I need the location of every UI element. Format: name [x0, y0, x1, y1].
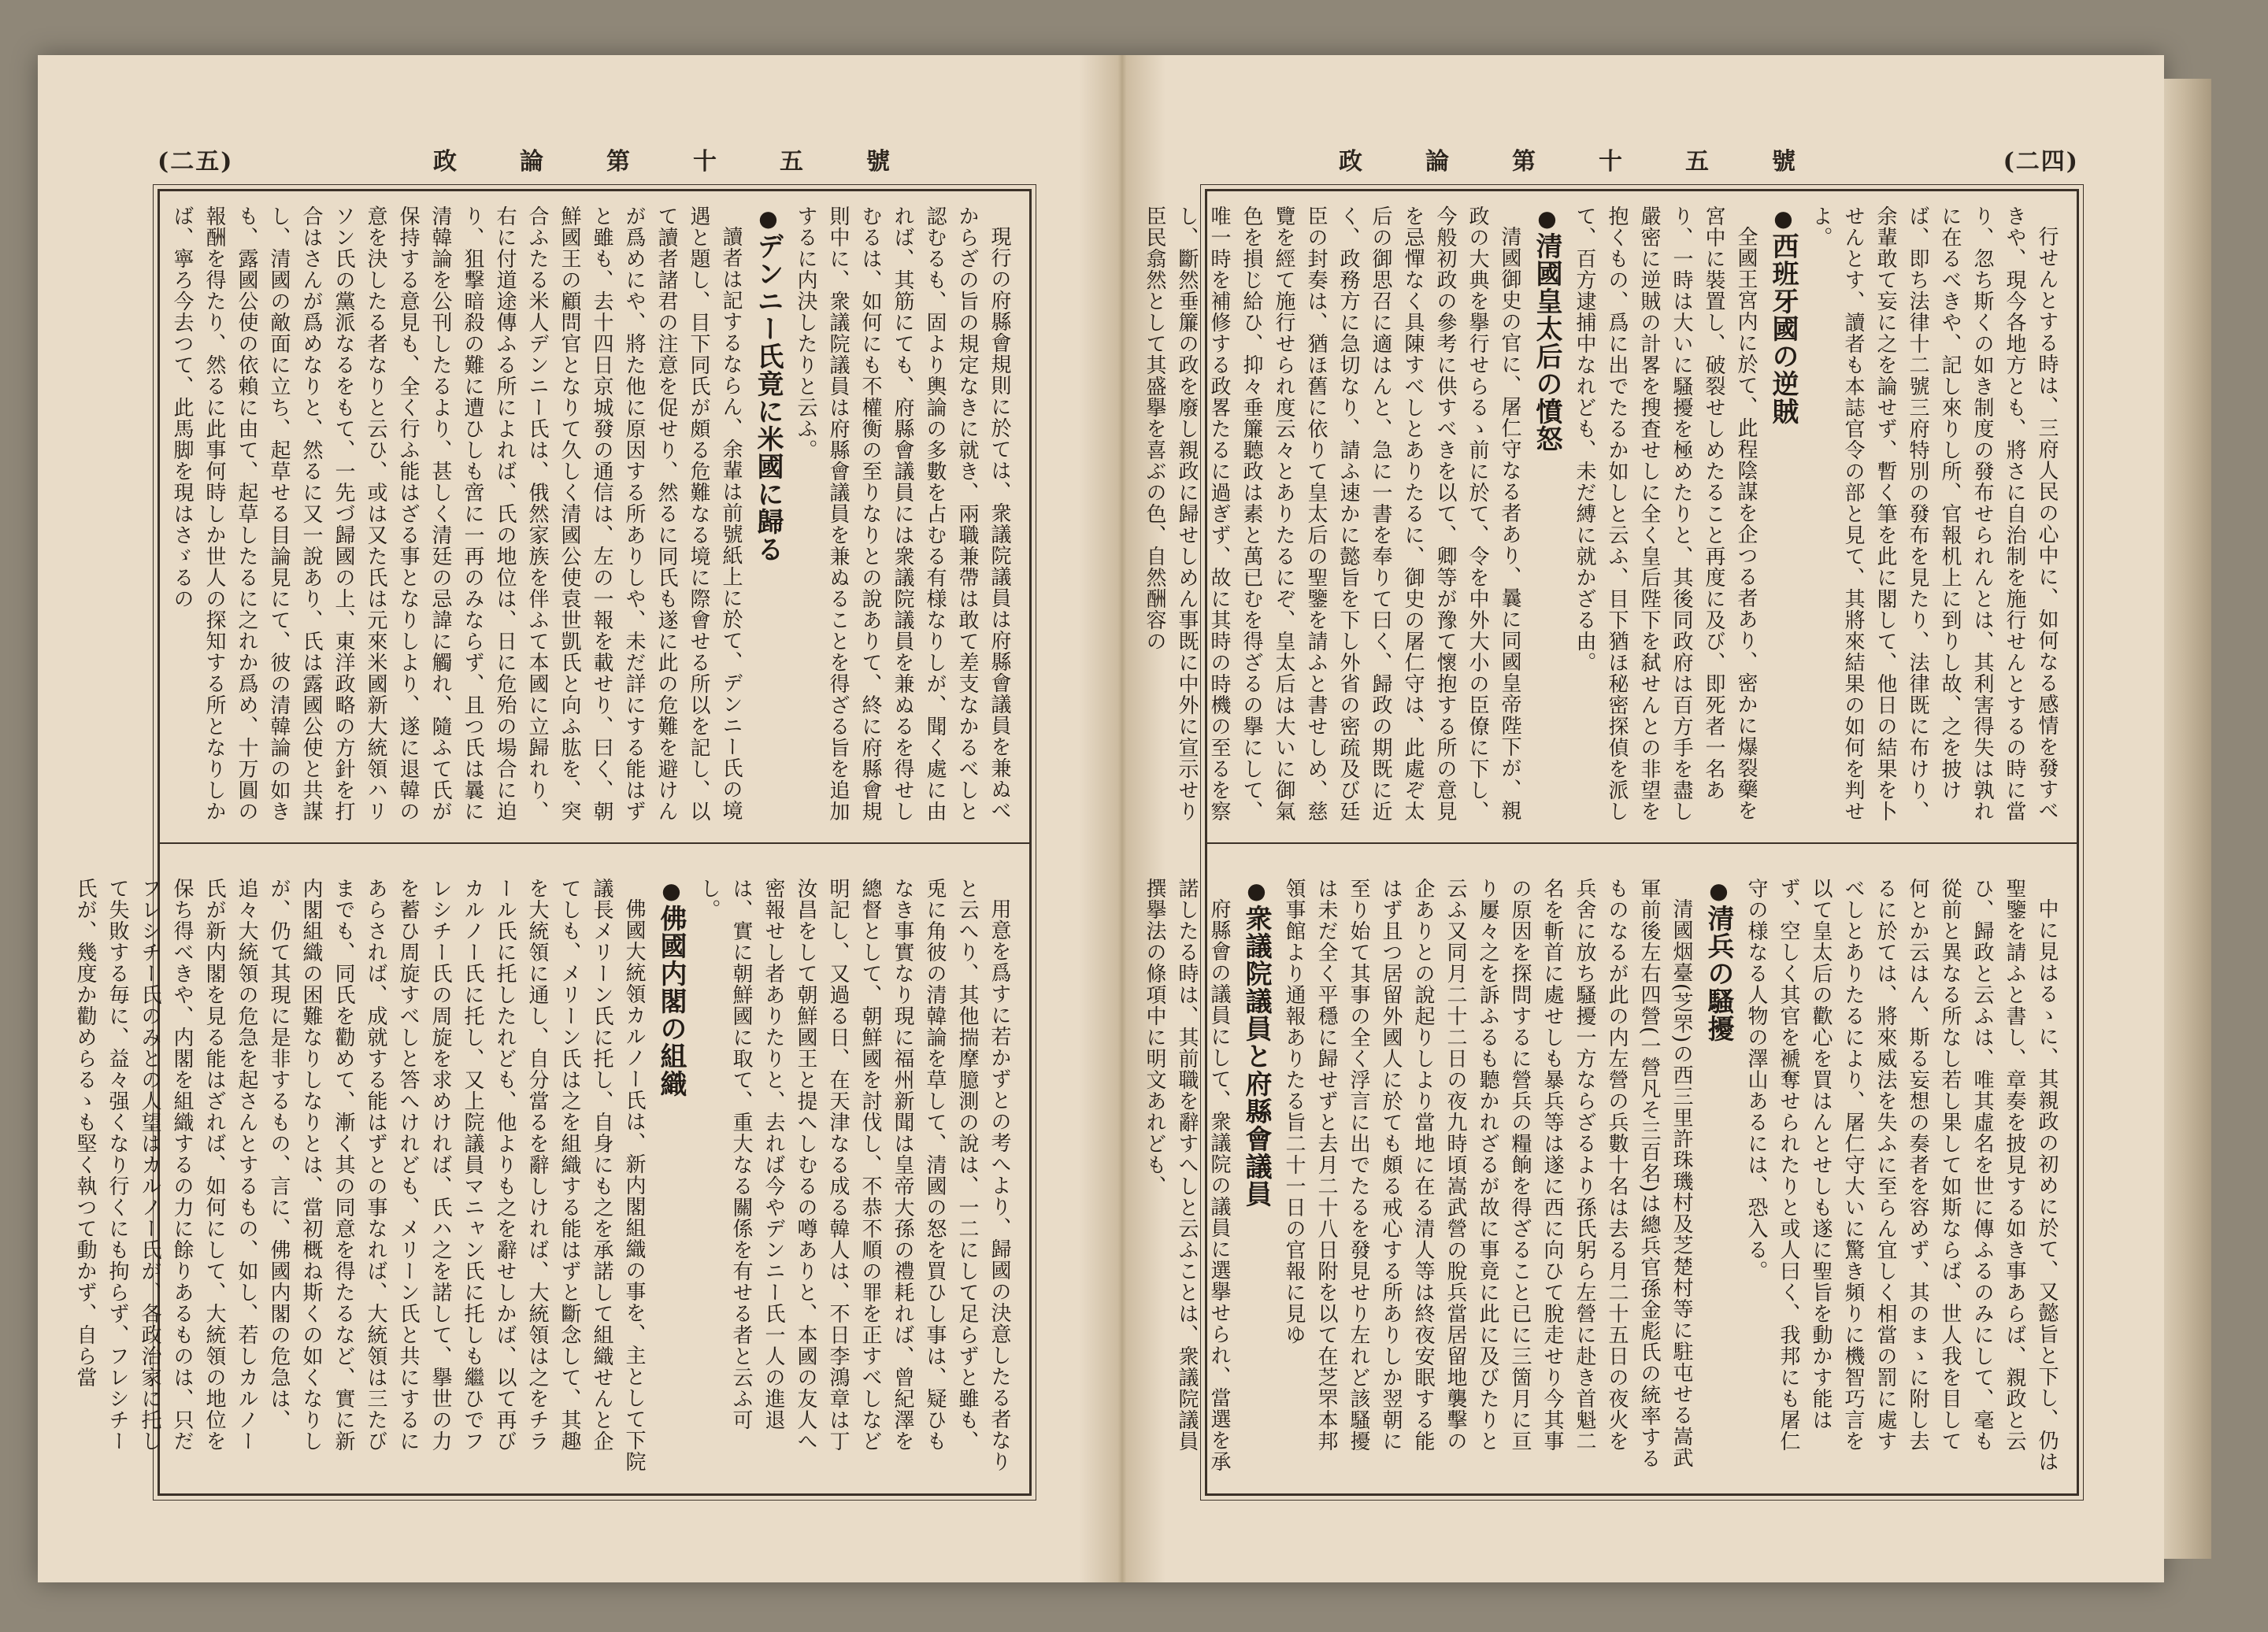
heading-bullet-icon: ● — [1243, 878, 1269, 905]
right-running-title: 政論第十五號 — [1339, 148, 1858, 176]
article-heading — [1702, 878, 1735, 1472]
article-paragraph: 全國王宮内に於て、此程陰謀を企つる者あり、密かに爆裂藥を宮中に裝置し、破裂せしめたること再度に及び、即死者一名あり、一時は大いに騷擾を極めたりと、其後同政府は百方手を盡し嚴密に逆賊の計畧を搜査せしに全く皇后陛下を弑せんとの非望を抱くもの、爲に出でたるか如しと云ふ、目下猶ほ秘密探偵を派して、百方逮捕中なれども、未だ縛に就かざる由。 — [1573, 205, 1758, 822]
heading-bullet-icon: ● — [755, 205, 781, 232]
heading-text: 衆議院議員と府縣會議員 — [1240, 905, 1272, 1208]
right-page-number: (二四) — [2003, 148, 2079, 176]
article-paragraph: 佛國大統領カルノー氏は、新内閣組織の事を、主として下院議長メリーン氏に托し、自身にも之を承諾して組織せんと企てしも、メリーン氏は之を組織する能はずと斷念して、其趣を大統領に通し、自分當るを辭しければ、大統領は之をチラール氏に托したれども、他よりも之を辭せしかば、以て再びカルノー氏に托し、又上院議員マニャン氏に托しも繼ひでフレシチー氏の周旋を求めければ、氏ハ之を諾して、擧世の力を蓄ひ周旋すべしと答へけれども、メリーン氏と共にするにあらされば、成就する能はずとの事なれば、大統領は三たびまでも、同氏を勸めて、漸く其の同意を得たるなど、實に新内閣組織の困難なりしなりとは、當初概ね斯くの如くなりしが、仍て其現に是非するもの、言に、佛國内閣の危急は、追々大統領の危急を起さんとするもの、如し、若しカルノー氏が新内閣を見る能はざれば、如何にして、大統領の地位を保ち得べきや、内閣を組織するの力に餘りあるものは、只だフレシチー氏のみとの人望はカルノー氏が、各政治家に托して失敗する毎に、益々强くなり行くにも拘らず、フレシチー氏が、幾度か勸めらるゝも堅く執つて動かず、自ら當 — [73, 878, 646, 1472]
right-page-header — [1189, 134, 2095, 181]
heading-text: 西班牙國の逆賊 — [1767, 232, 1799, 425]
left-divider — [160, 842, 1029, 844]
article-paragraph: 府縣會の議員にして、衆議院の議員に選擧せられ、當選を承諾したる時は、其前職を辭すへしと云ふことは、衆議院議員撰擧法の條項中に明文あれども、 — [1143, 878, 1231, 1472]
article-paragraph: 清國御史の官に、屠仁守なる者あり、曩に同國皇帝陛下が、親政の大典を擧行せらるゝ前に於て、令を中外大小の臣僚に下し、今般初政の參考に供すべきを以て、卿等が豫て懷抱する所の意見を忌憚なく具陳すべしとありたるに、御史の屠仁守は、此處ぞ太后の御思召に適はんと、急に一書を奉りて曰く、歸政の期既に近く、政務方に急切なり、請ふ速かに懿旨を下し外省の密疏及び廷臣の封奏は、猶ほ舊に依りて皇太后の聖鑒を請ふと書せしめ、慈覽を經て施行せられ度云々とありたるにぞ、皇太后は大いに御氣色を損じ給ひ、抑々垂簾聽政は素と萬已むを得ざるの擧にして、唯一時を補修する政畧たるに過ぎず、故に其時の時機の至るを察し、斷然垂簾の政を廢し親政に歸せしめん事既に中外に宣示せり臣民翕然として其盛擧を喜ぶの色、自然酬容の — [1143, 205, 1521, 822]
article-heading — [751, 205, 784, 835]
article-heading — [1240, 878, 1273, 1472]
heading-bullet-icon: ● — [1770, 205, 1796, 232]
left-page — [73, 94, 1047, 1496]
heading-text: 佛國内閣の組織 — [655, 905, 687, 1097]
article-paragraph: 用意を爲すに若かずとの考へより、歸國の決意したる者なりと云へり、其他揣摩臆測の說は、一二にして足らずと雖も、兎に角彼の清韓論を草して、清國の怒を買ひし事は、疑ひもなき事實なり現に福州新聞は皇帝大孫の禮耗れば、曾紀澤を總督として、朝鮮國を討伐し、不恭不順の罪を正すべしなど明記し、又過る日、在天津なる成る韓人は、不日李鴻章は丁汝昌をして朝鮮國王と提へしむるの噂ありと、本國の友人へ密報せし者ありたりと、去れば今やデンニー氏一人の進退は、實に朝鮮國に取て、重大なる關係を有せる者と云ふ可し。 — [697, 878, 1011, 1472]
right-page — [1143, 94, 2095, 1496]
article-paragraph: 中に見はるゝに、其親政の初めに於て、又懿旨と下し、仍は聖鑒を請ふと書し、章奏を披見する如き事あらば、親政と云ひ、歸政と云ふは、唯其虛名を世に傳ふるのみにして、毫も從前と異なる所なし若し果して如斯ならば、世人我を目して何とか云はん、斯る妄想の奏者を容めず、其のまゝに附し去るに於ては、將來威法を失ふに至らん宜しく相當の罰に處すべしとありたるにより、屠仁守大いに驚き頻りに機智巧言を以て皇太后の歡心を買はんとせしも遂に聖旨を動かす能はず、空しく其官を褫奪せられたりと或人曰く、我邦にも屠仁守の様なる人物の澤山あるには、恐入る。 — [1744, 878, 2059, 1472]
right-page-frame — [1143, 189, 2079, 1496]
left-page-number: (二五) — [158, 148, 234, 176]
heading-text: 清國皇太后の憤怒 — [1531, 232, 1562, 453]
heading-bullet-icon: ● — [1706, 878, 1732, 905]
right-divider — [1207, 842, 2077, 844]
article-paragraph: 行せんとする時は、三府人民の心中に、如何なる感情を發すべきや、現今各地方とも、將さに自治制を施行せんとするの時に當り、忽ち斯くの如き制度の發布せられんとは、其利害得失は孰れに在るべきや、記し來りし所、官報机上に到りし故、之を披けば、即ち法律十二號三府特別の發布を見たり、法律既に布けり、余輩敢て妄に之を論せず、暫く筆を此に閣して、他日の結果を卜せんとす、讀者も本誌官令の部と見て、其將來結果の如何を判せよ。 — [1809, 205, 2059, 822]
left-top-block — [170, 205, 1015, 835]
article-paragraph: 讀者は記するならん、余輩は前號紙上に於て、デンニー氏の境遇と題し、目下同氏が頗る危難なる境に際會せる所以を記し、以て讀者諸君の注意を促せり、然るに同氏も遂に此の危難を避けんが爲めにや、將た他に原因する所ありしや、未だ詳にする能はずと雖も、去十四日京城發の通信は、左の一報を載せり、曰く、朝鮮國王の顧問官となりて久しく清國公使袁世凱氏と向ふ肱を、突合ふたる米人デンニー氏は、俄然家族を伴ふて本國に立歸れり、右に付道途傳ふる所によれば、氏の地位は、日に危殆の場合に迫り、狙撃暗殺の難に遭ひしも啻に一再のみならず、且つ氏は曩に清韓論を公刊したるより、甚しく清廷の忌諱に觸れ、隨ふて氏が保持する意見も、全く行ふ能はざる事となりしより、遂に退韓の意を決したる者なりと云ひ、或は又た氏は元來米國新大統領ハリソン氏の黨派なるをもて、一先づ歸國の上、東洋政略の方針を打合はさんが爲めなりと、然るに又一說あり、氏は露國公使と共謀し、清國の敵面に立ち、起草せる目論見にて、彼の清韓論の如きも、露國公使の依賴に由て、起草したるに之れか爲め、十万圓の報酬を得たり、然るに此事何時しか世人の探知する所となりしかば、寧ろ今去つて、此馬脚を現はさゞるの — [170, 205, 743, 822]
left-bottom-block — [73, 878, 1015, 1472]
heading-bullet-icon: ● — [658, 878, 684, 905]
article-heading — [1530, 205, 1563, 835]
article-paragraph: 現行の府縣會規則に於ては、衆議院議員は府縣會議員を兼ぬべからざの旨の規定なきに就き、兩職兼帶は敢て差支なかるべしと認むるも、固より輿論の多數を占むる有様なりしが、聞く處に由れば、其筋にても、府縣會議員には衆議院議員を兼ぬるを得せしむるは、如何にも不權衡の至りなりとの說ありて、終に府縣會規則中に、衆議院議員は府縣會議員を兼ぬることを得ざる旨を追加するに内決したりと云ふ。 — [794, 205, 1011, 822]
article-paragraph: 清國烟臺(芝罘)の西三里許珠璣村及芝楚村等に駐屯せる嵩武軍前後左右四營(一營凡そ三百名)は總兵官孫金彪氏の統率するものなるが此の内左營の兵數十名は去る月二十五日の夜火を兵舍に放ち騷擾一方ならざるより孫氏躬ら左營に赴き首魁二名を斬首に處せしも暴兵等は遂に西に向ひて脫走せり今其事の原因を探問するに營兵の糧餉を得ざること已に三箇月に亘り屢々之を訴ふるも聽かれざるが故に事竟に此に及びたりと云ふ又同月二十二日の夜九時頃嵩武營の脫兵當居留地襲擊の企ありとの說起りしより當地に在る清人等は終夜安眠する能はず且つ居留外國人に於ても頗る戒心する所ありしか翌朝に至り始て其事の全く浮言に出でたるを發見せり左れど該騷擾は未だ全く平穩に歸せずと去月二十八日附を以て在芝罘本邦領事館より通報ありたる旨二十一日の官報に見ゆ — [1282, 878, 1693, 1470]
left-running-title: 政論第十五號 — [433, 148, 953, 176]
left-page-frame — [73, 189, 1032, 1496]
left-page-header — [142, 134, 1047, 181]
right-top-block — [1143, 205, 2062, 835]
page-stack-edge — [2164, 79, 2211, 1559]
heading-text: デンニー氏竟に米國に歸る — [752, 232, 784, 563]
right-bottom-block — [1143, 878, 2062, 1472]
article-heading — [1766, 205, 1799, 835]
heading-text: 清兵の騷擾 — [1703, 905, 1734, 1042]
heading-bullet-icon: ● — [1534, 205, 1560, 232]
article-heading — [654, 878, 687, 1472]
